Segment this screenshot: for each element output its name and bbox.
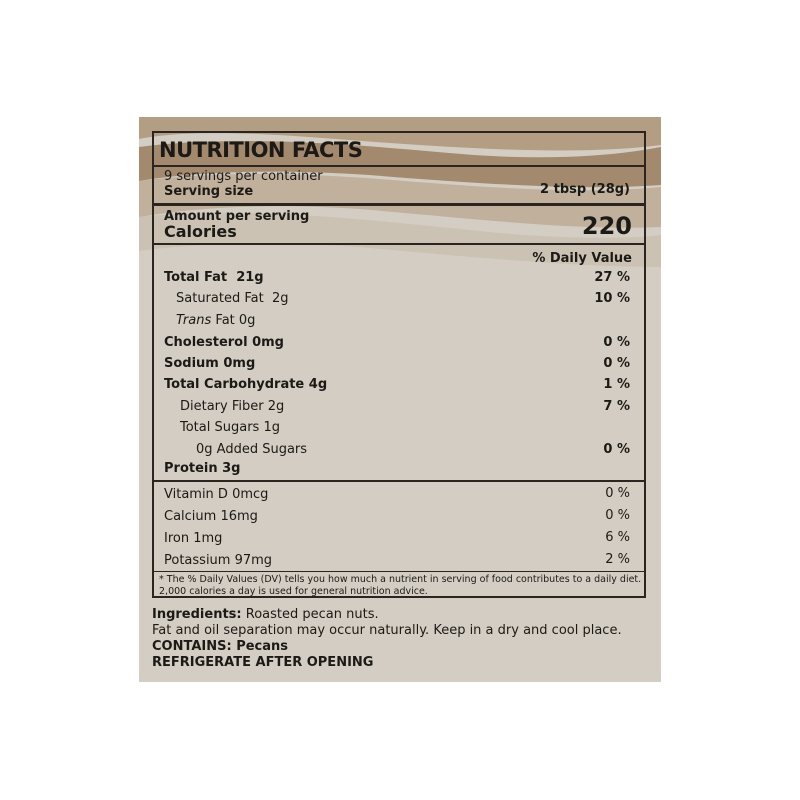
vitamin-d: Vitamin D 0mcg bbox=[164, 487, 269, 502]
dv-potassium: 2 % bbox=[605, 552, 630, 567]
nutrient-added-sugars: 0g Added Sugars bbox=[196, 442, 308, 457]
dv-cholesterol: 0 % bbox=[603, 335, 630, 350]
dv-added-sugars: 0 % bbox=[603, 442, 630, 457]
divider bbox=[154, 571, 644, 572]
dv-saturated-fat: 10 % bbox=[594, 291, 630, 306]
footnote: * The % Daily Values (DV) tells you how much a nutrient in serving of food contributes to a daily diet. 2,000 calories a day is used for general nutrition advice. bbox=[159, 574, 642, 597]
nutrient-total-fat: Total Fat 21g bbox=[164, 270, 264, 285]
servings-per-container: 9 servings per container bbox=[164, 169, 323, 184]
ingredients: Ingredients: Roasted pecan nuts. bbox=[152, 607, 379, 622]
dv-sodium: 0 % bbox=[603, 356, 630, 371]
nutrient-dietary-fiber: Dietary Fiber 2g bbox=[180, 399, 285, 414]
divider-thick bbox=[154, 480, 644, 482]
divider-thick bbox=[154, 243, 644, 245]
nutrient-sodium: Sodium 0mg bbox=[164, 356, 256, 371]
dv-iron: 6 % bbox=[605, 530, 630, 545]
dv-vitamin-d: 0 % bbox=[605, 486, 630, 501]
dv-calcium: 0 % bbox=[605, 508, 630, 523]
amount-per-serving: Amount per serving bbox=[164, 209, 310, 224]
iron: Iron 1mg bbox=[164, 531, 223, 546]
nutrient-trans-fat: Trans Fat 0g bbox=[176, 313, 256, 328]
dv-total-carbohydrate: 1 % bbox=[603, 377, 630, 392]
calcium: Calcium 16mg bbox=[164, 509, 258, 524]
divider-thick bbox=[154, 203, 644, 206]
refrigerate-note: REFRIGERATE AFTER OPENING bbox=[152, 655, 374, 670]
calories-value: 220 bbox=[581, 212, 632, 240]
serving-size-label: Serving size bbox=[164, 184, 254, 199]
nutrient-total-sugars: Total Sugars 1g bbox=[180, 420, 280, 435]
divider bbox=[154, 165, 644, 167]
contains-allergen: CONTAINS: Pecans bbox=[152, 639, 289, 654]
nutrition-panel bbox=[139, 117, 661, 682]
dv-dietary-fiber: 7 % bbox=[603, 399, 630, 414]
serving-size-value: 2 tbsp (28g) bbox=[540, 182, 630, 197]
nutrient-saturated-fat: Saturated Fat 2g bbox=[176, 291, 289, 306]
potassium: Potassium 97mg bbox=[164, 553, 273, 568]
nutrient-protein: Protein 3g bbox=[164, 461, 241, 476]
dv-total-fat: 27 % bbox=[594, 270, 630, 285]
calories-label: Calories bbox=[164, 222, 237, 241]
separation-note: Fat and oil separation may occur naturally. Keep in a dry and cool place. bbox=[152, 623, 622, 638]
label-title: NUTRITION FACTS bbox=[159, 138, 363, 162]
nutrient-cholesterol: Cholesterol 0mg bbox=[164, 335, 284, 350]
nutrient-total-carbohydrate: Total Carbohydrate 4g bbox=[164, 377, 328, 392]
daily-value-header: % Daily Value bbox=[532, 251, 632, 266]
nutrition-label bbox=[152, 131, 646, 598]
